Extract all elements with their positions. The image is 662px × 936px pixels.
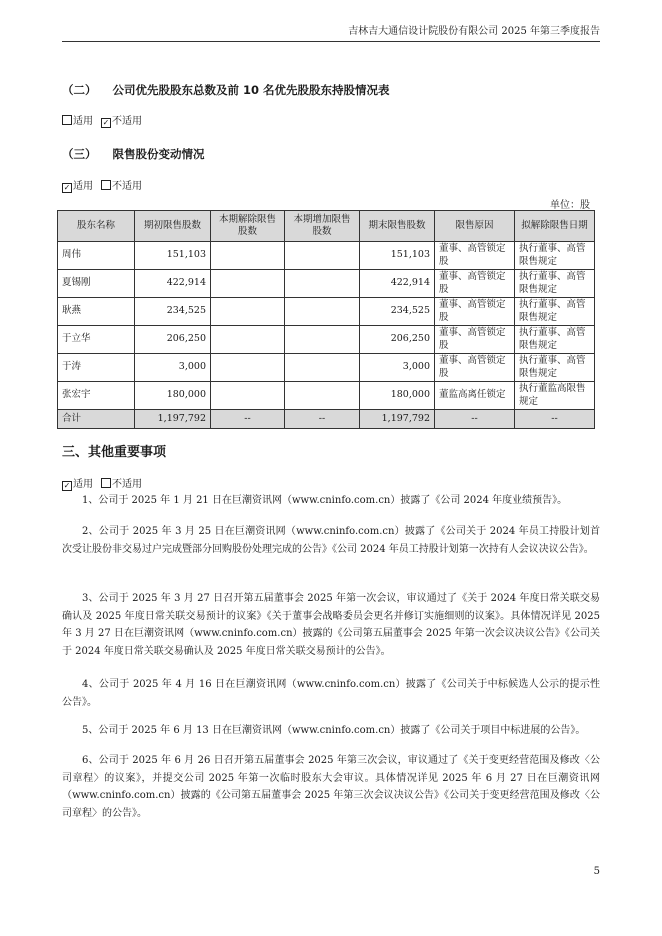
applicable-label: 适用	[73, 116, 93, 127]
page-header: 吉林吉大通信设计院股份有限公司 2025 年第三季度报告	[62, 22, 600, 42]
total-release-date: --	[515, 410, 595, 429]
cell-release-date: 执行董监高限售规定	[515, 382, 595, 410]
cell-opening: 206,250	[135, 326, 211, 354]
other-matters-heading: 三、其他重要事项	[62, 445, 167, 460]
page-number: 5	[593, 866, 600, 877]
cell-released	[211, 382, 285, 410]
cell-added	[285, 242, 360, 270]
total-reason: --	[435, 410, 515, 429]
paragraph-item-2: 2、公司于 2025 年 3 月 25 日在巨潮资讯网（www.cninfo.com.cn）披露了《公司关于 2024 年员工持股计划首次受让股份非交易过户完成暨部分回购股份处理完成的公告》《公司 2024 年员工持股计划第一次持有人会议决议公告》。	[62, 526, 600, 555]
section-number: （二）	[62, 83, 97, 97]
cell-reason: 董监高离任锁定	[435, 382, 515, 410]
cell-opening: 3,000	[135, 354, 211, 382]
cell-released	[211, 242, 285, 270]
cell-closing: 151,103	[360, 242, 435, 270]
cell-reason: 董事、高管锁定股	[435, 354, 515, 382]
total-added: --	[285, 410, 360, 429]
cell-release-date: 执行董事、高管限售规定	[515, 298, 595, 326]
cell-added	[285, 382, 360, 410]
header-restriction-reason: 限售原因	[435, 211, 515, 242]
not-applicable-checkbox[interactable]	[101, 478, 111, 488]
cell-closing: 3,000	[360, 354, 435, 382]
table-row	[58, 298, 595, 326]
cell-closing: 234,525	[360, 298, 435, 326]
applicable-checkbox[interactable]	[62, 115, 72, 125]
paragraph-item-3: 3、公司于 2025 年 3 月 27 日召开第五届董事会 2025 年第一次会议，审议通过了《关于 2024 年度日常关联交易确认及 2025 年度日常关联交易预计的议案》《关于董事会战略委员会更名并修订实施细则的议案》。具体情况详见 2025 年 3 月 27 日在巨潮资讯网（www.cninfo.com.cn）披露的《公司第五届董事会 2025 年第一次会议决议公告》《公司关于 2024 年度日常关联交易确认及 2025 年度日常关联交易预计的公告》。	[62, 593, 600, 657]
cell-release-date: 执行董事、高管限售规定	[515, 242, 595, 270]
cell-added	[285, 270, 360, 298]
table-row	[58, 326, 595, 354]
section-title: 公司优先股股东总数及前 10 名优先股股东持股情况表	[112, 83, 390, 97]
cell-released	[211, 298, 285, 326]
applicable-label: 适用	[73, 479, 93, 490]
cell-reason: 董事、高管锁定股	[435, 298, 515, 326]
table-header-row	[58, 211, 595, 242]
not-applicable-checkbox[interactable]	[101, 180, 111, 190]
paragraph-item-6: 6、公司于 2025 年 6 月 26 日召开第五届董事会 2025 年第三次会议，审议通过了《关于变更经营范围及修改〈公司章程〉的议案》，并提交公司 2025 年第一次临时股东大会审议。具体情况详见 2025 年 6 月 27 日在巨潮资讯网（www.cninfo.com.cn）披露的《公司第五届董事会 2025 年第三次会议决议公告》《公司关于变更经营范围及修改〈公司章程〉的公告》。	[62, 755, 600, 819]
cell-opening: 422,914	[135, 270, 211, 298]
table-row	[58, 270, 595, 298]
cell-closing: 180,000	[360, 382, 435, 410]
cell-release-date: 执行董事、高管限售规定	[515, 270, 595, 298]
table-row	[58, 354, 595, 382]
header-shareholder-name: 股东名称	[58, 211, 135, 242]
section-title: 限售股份变动情况	[112, 147, 205, 161]
cell-released	[211, 354, 285, 382]
total-opening: 1,197,792	[135, 410, 211, 429]
cell-opening: 151,103	[135, 242, 211, 270]
cell-added	[285, 354, 360, 382]
cell-name: 周伟	[58, 242, 135, 270]
section-preferred-shares-heading	[62, 82, 390, 98]
table-total-row	[58, 410, 595, 429]
total-closing: 1,197,792	[360, 410, 435, 429]
applicable-checkbox[interactable]: ✓	[63, 481, 71, 490]
cell-release-date: 执行董事、高管限售规定	[515, 326, 595, 354]
table-row	[58, 382, 595, 410]
not-applicable-label: 不适用	[112, 479, 142, 490]
cell-added	[285, 326, 360, 354]
header-planned-release-date: 拟解除限售日期	[515, 211, 595, 242]
restricted-applicability	[62, 177, 142, 193]
applicable-checkbox[interactable]: ✓	[63, 183, 71, 192]
applicable-label: 适用	[73, 181, 93, 192]
header-closing-restricted: 期末限售股数	[360, 211, 435, 242]
cell-name: 耿燕	[58, 298, 135, 326]
preferred-applicability	[62, 112, 142, 128]
cell-closing: 422,914	[360, 270, 435, 298]
not-applicable-label: 不适用	[112, 116, 142, 127]
total-label: 合计	[58, 410, 135, 429]
cell-release-date: 执行董事、高管限售规定	[515, 354, 595, 382]
paragraph-item-4: 4、公司于 2025 年 4 月 16 日在巨潮资讯网（www.cninfo.com.cn）披露了《公司关于中标候选人公示的提示性公告》。	[62, 679, 600, 708]
section-number: （三）	[62, 147, 97, 161]
cell-released	[211, 270, 285, 298]
cell-added	[285, 298, 360, 326]
table-row	[58, 242, 595, 270]
cell-name: 于立华	[58, 326, 135, 354]
paragraph-item-1: 1、公司于 2025 年 1 月 21 日在巨潮资讯网（www.cninfo.com.cn）披露了《公司 2024 年度业绩预告》。	[82, 495, 568, 506]
cell-reason: 董事、高管锁定股	[435, 326, 515, 354]
header-released: 本期解除限售股数	[211, 211, 285, 242]
cell-opening: 234,525	[135, 298, 211, 326]
header-added: 本期增加限售股数	[285, 211, 360, 242]
cell-opening: 180,000	[135, 382, 211, 410]
cell-released	[211, 326, 285, 354]
not-applicable-checkbox[interactable]: ✓	[102, 118, 110, 127]
total-released: --	[211, 410, 285, 429]
paragraph-item-5: 5、公司于 2025 年 6 月 13 日在巨潮资讯网（www.cninfo.com.cn）披露了《公司关于项目中标进展的公告》。	[82, 725, 586, 736]
cell-name: 张宏宇	[58, 382, 135, 410]
cell-reason: 董事、高管锁定股	[435, 270, 515, 298]
cell-name: 于涛	[58, 354, 135, 382]
other-applicability	[62, 475, 142, 491]
header-opening-restricted: 期初限售股数	[135, 211, 211, 242]
cell-closing: 206,250	[360, 326, 435, 354]
cell-name: 夏锡刚	[58, 270, 135, 298]
section-restricted-shares-heading	[62, 146, 205, 162]
table-unit: 单位：股	[550, 200, 590, 211]
not-applicable-label: 不适用	[112, 181, 142, 192]
restricted-shares-table	[57, 210, 595, 429]
cell-reason: 董事、高管锁定股	[435, 242, 515, 270]
